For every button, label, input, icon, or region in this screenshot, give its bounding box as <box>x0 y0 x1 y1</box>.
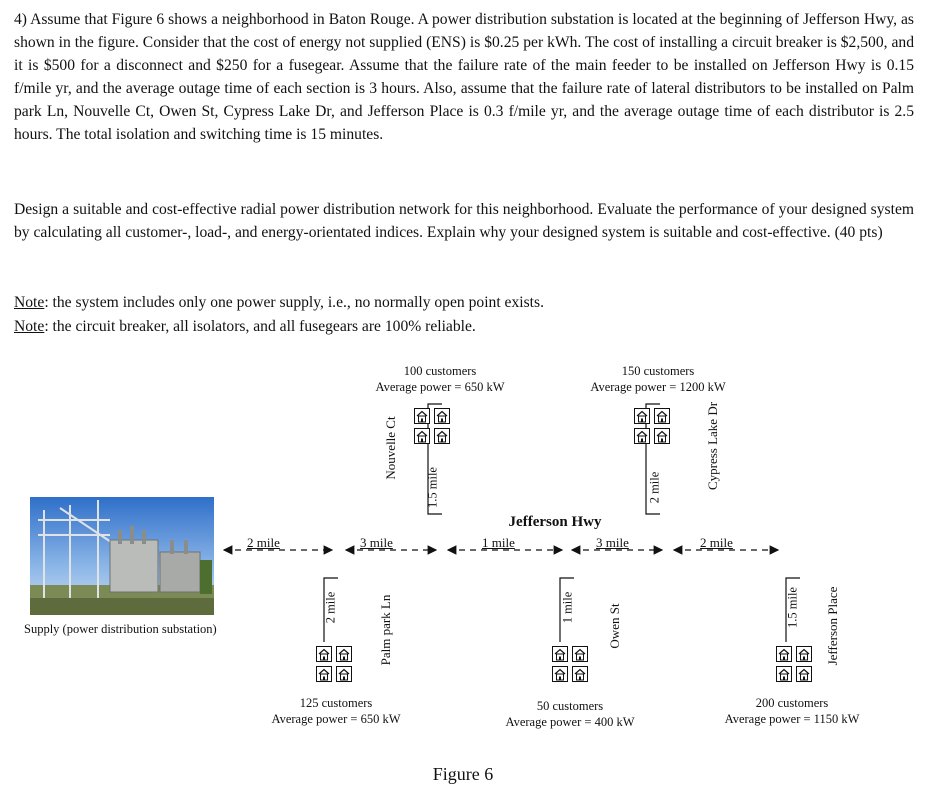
palm-customers: 125 customers <box>299 696 373 710</box>
jefferson-place-length-label: 1.5 mile <box>785 587 800 628</box>
owen-power: Average power = 400 kW <box>505 715 635 729</box>
jefferson-place-street-label: Jefferson Place <box>825 586 840 666</box>
question-paragraph-1: 4) Assume that Figure 6 shows a neighborhood in Baton Rouge. A power distribution substation is located at the beginning of Jefferson Hwy, as shown in the figure. Consider that the cost of energy not supplied (ENS) is $0.25 per kWh. The cost of installing a circuit breaker is $2,500, and it is $500 for a disconnect and $250 for a fusegear. Assume that the failure rate of the main feeder to be installed on Jefferson Hwy is 0.15 f/mile yr, and the average outage time of each section is 3 hours. Also, assume that the failure rate of lateral distributors to be installed on Palm park Ln, Nouvelle Ct, Owen St, Cypress Lake Dr, and Jefferson Place is 0.3 f/mile yr, and the average outage time of each distributor is 2.5 hours. The total isolation and switching time is 15 minutes. <box>14 11 914 143</box>
owen-houses <box>553 647 588 682</box>
section-5-length: 2 mile <box>700 535 733 550</box>
supply-label: Supply (power distribution substation) <box>24 622 217 636</box>
jefferson-hwy-label: Jefferson Hwy <box>508 514 602 530</box>
jefferson-place-power: Average power = 1150 kW <box>724 712 860 726</box>
cypress-houses <box>635 409 670 444</box>
nouvelle-length-label: 1.5 mile <box>425 467 440 508</box>
section-3-length: 1 mile <box>482 535 515 550</box>
section-4-length: 3 mile <box>596 535 629 550</box>
section-1-length: 2 mile <box>247 535 280 550</box>
nouvelle-customers: 100 customers <box>403 364 477 378</box>
note-1-text: : the system includes only one power supply, i.e., no normally open point exists. <box>44 294 544 311</box>
palm-length-label: 2 mile <box>323 591 338 624</box>
cypress-length-label: 2 mile <box>647 471 662 504</box>
note-2-text: : the circuit breaker, all isolators, and all fusegears are 100% reliable. <box>44 318 476 335</box>
substation-photo <box>30 497 214 615</box>
jefferson-place-customers: 200 customers <box>755 696 829 710</box>
owen-street-label: Owen St <box>607 603 622 649</box>
cypress-street-label: Cypress Lake Dr <box>705 401 720 491</box>
note-2-label: Note <box>14 318 45 335</box>
palm-street-label: Palm park Ln <box>378 594 393 666</box>
section-2-length: 3 mile <box>360 535 393 550</box>
owen-length-label: 1 mile <box>560 591 575 624</box>
palm-power: Average power = 650 kW <box>271 712 401 726</box>
jefferson-place-houses <box>777 647 812 682</box>
cypress-power: Average power = 1200 kW <box>590 380 726 394</box>
cypress-customers: 150 customers <box>621 364 695 378</box>
nouvelle-street-label: Nouvelle Ct <box>383 416 398 480</box>
note-1-label: Note <box>14 294 45 311</box>
owen-customers: 50 customers <box>536 699 604 713</box>
palm-houses <box>317 647 352 682</box>
question-paragraph-2: Design a suitable and cost-effective radial power distribution network for this neighborhood. Evaluate the performance of your designed system by calculating all customer-, load-, and energy-orientated indices. Explain why your designed system is suitable and cost-effective. (40 pts) <box>14 201 914 241</box>
figure-caption: Figure 6 <box>432 764 494 784</box>
nouvelle-houses <box>415 409 450 444</box>
nouvelle-power: Average power = 650 kW <box>375 380 505 394</box>
